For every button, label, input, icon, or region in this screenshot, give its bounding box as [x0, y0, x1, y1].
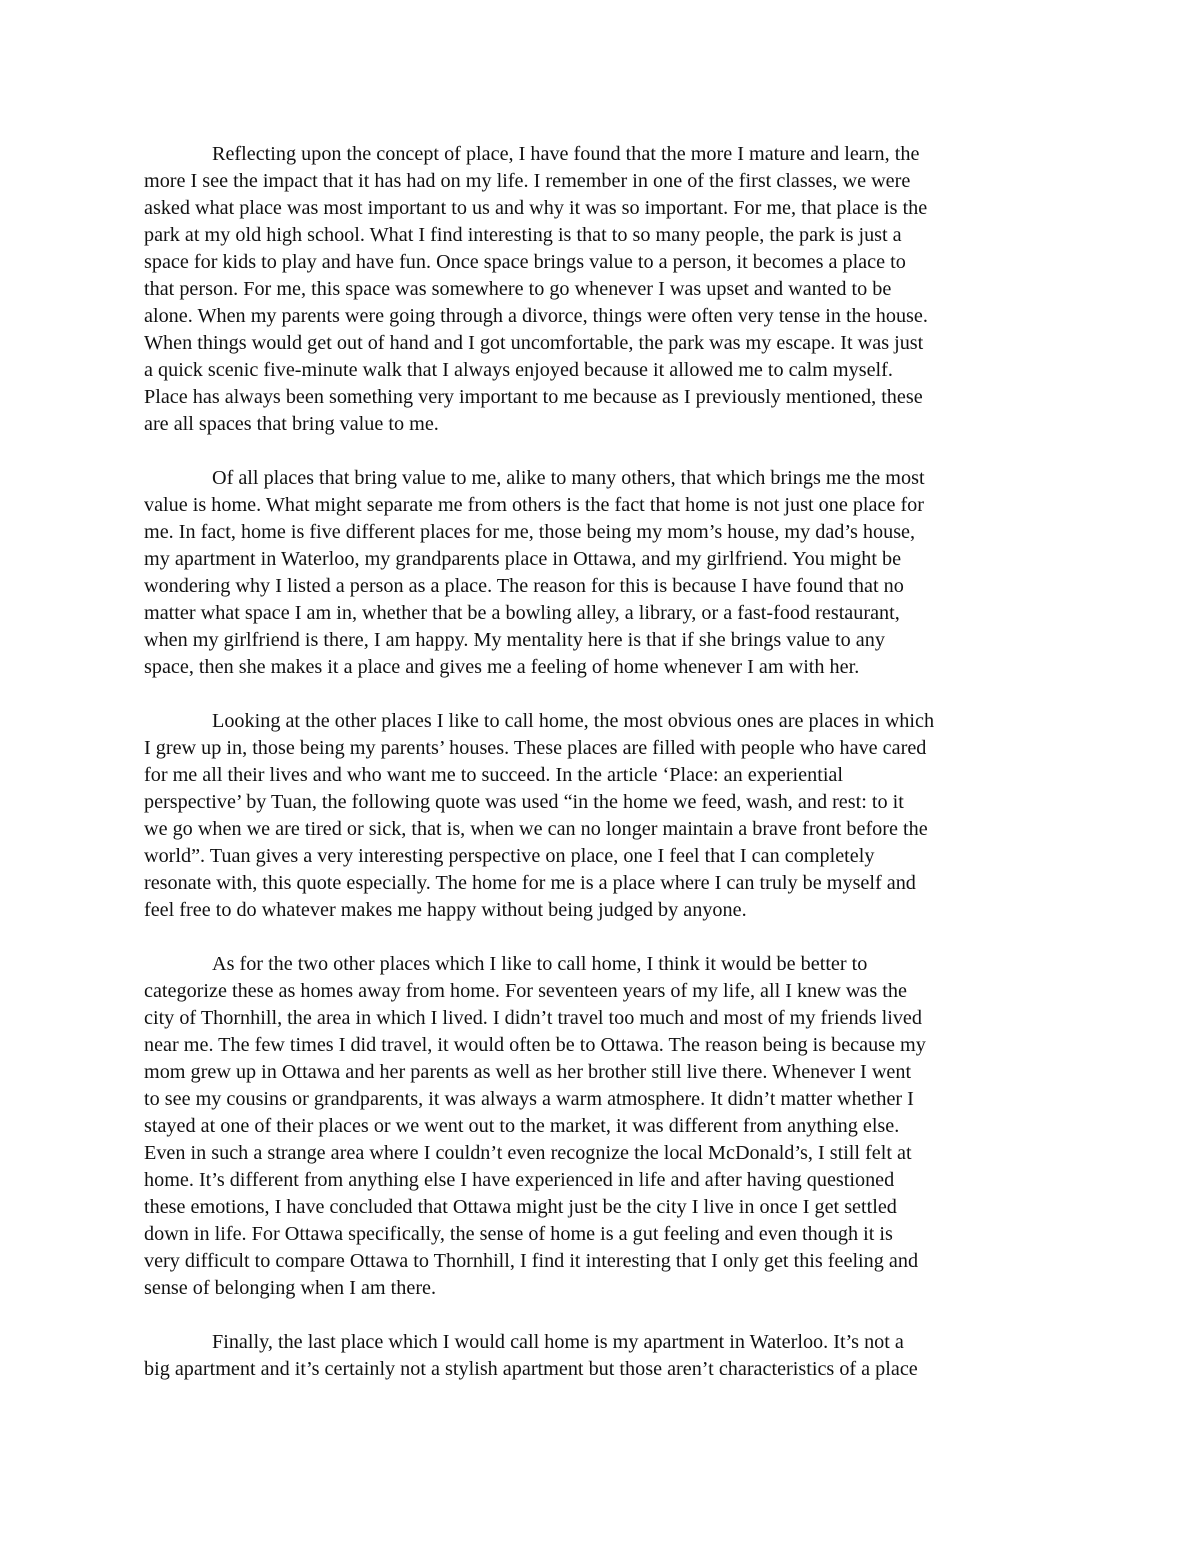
paragraph-line: near me. The few times I did travel, it would often be to Ottawa. The reason being is because my	[144, 1034, 926, 1056]
paragraph-line: world”. Tuan gives a very interesting perspective on place, one I feel that I can completely	[144, 845, 875, 867]
paragraph-line: space, then she makes it a place and gives me a feeling of home whenever I am with her.	[144, 656, 860, 678]
paragraph-line: Even in such a strange area where I couldn’t even recognize the local McDonald’s, I still felt at	[144, 1142, 912, 1164]
paragraph-line: for me all their lives and who want me to succeed. In the article ‘Place: an experiential	[144, 764, 843, 786]
paragraph-line: very difficult to compare Ottawa to Thornhill, I find it interesting that I only get this feeling and	[144, 1250, 919, 1272]
paragraph-1	[144, 141, 1064, 438]
paragraph-line: are all spaces that bring value to me.	[144, 413, 439, 435]
paragraph-line: park at my old high school. What I find interesting is that to so many people, the park is just a	[144, 224, 902, 246]
paragraph-line: As for the two other places which I like to call home, I think it would be better to	[212, 953, 868, 975]
paragraph-line: asked what place was most important to us and why it was so important. For me, that place is the	[144, 197, 928, 219]
paragraph-line: city of Thornhill, the area in which I lived. I didn’t travel too much and most of my friends lived	[144, 1007, 922, 1029]
paragraph-4	[144, 951, 1064, 1302]
paragraph-line: value is home. What might separate me from others is the fact that home is not just one place for	[144, 494, 924, 516]
paragraph-line: stayed at one of their places or we went out to the market, it was different from anything else.	[144, 1115, 900, 1137]
paragraph-line: sense of belonging when I am there.	[144, 1277, 437, 1299]
paragraph-line: wondering why I listed a person as a place. The reason for this is because I have found that no	[144, 575, 904, 597]
paragraph-line: categorize these as homes away from home. For seventeen years of my life, all I knew was the	[144, 980, 907, 1002]
paragraph-line: feel free to do whatever makes me happy without being judged by anyone.	[144, 899, 747, 921]
paragraph-line: a quick scenic five-minute walk that I always enjoyed because it allowed me to calm myself.	[144, 359, 893, 381]
paragraph-2	[144, 465, 1064, 681]
paragraph-line: these emotions, I have concluded that Ottawa might just be the city I live in once I get settled	[144, 1196, 897, 1218]
paragraph-3	[144, 708, 1064, 924]
paragraph-line: alone. When my parents were going through a divorce, things were often very tense in the house.	[144, 305, 928, 327]
paragraph-line: When things would get out of hand and I got uncomfortable, the park was my escape. It was just	[144, 332, 924, 354]
paragraph-line: we go when we are tired or sick, that is, when we can no longer maintain a brave front before the	[144, 818, 928, 840]
paragraph-line: I grew up in, those being my parents’ houses. These places are filled with people who have cared	[144, 737, 927, 759]
paragraph-line: to see my cousins or grandparents, it was always a warm atmosphere. It didn’t matter whether I	[144, 1088, 914, 1110]
essay-body	[144, 141, 1064, 1410]
paragraph-line: that person. For me, this space was somewhere to go whenever I was upset and wanted to be	[144, 278, 892, 300]
paragraph-line: down in life. For Ottawa specifically, the sense of home is a gut feeling and even though it is	[144, 1223, 893, 1245]
paragraph-line: Finally, the last place which I would call home is my apartment in Waterloo. It’s not a	[212, 1331, 904, 1353]
paragraph-line: mom grew up in Ottawa and her parents as well as her brother still live there. Whenever I went	[144, 1061, 912, 1083]
paragraph-line: space for kids to play and have fun. Once space brings value to a person, it becomes a place to	[144, 251, 906, 273]
paragraph-line: Reflecting upon the concept of place, I have found that the more I mature and learn, the	[212, 143, 920, 165]
paragraph-line: big apartment and it’s certainly not a stylish apartment but those aren’t characteristics of a place	[144, 1358, 918, 1380]
paragraph-line: matter what space I am in, whether that be a bowling alley, a library, or a fast-food restaurant,	[144, 602, 900, 624]
paragraph-line: resonate with, this quote especially. The home for me is a place where I can truly be myself and	[144, 872, 916, 894]
paragraph-5	[144, 1329, 1064, 1383]
paragraph-line: me. In fact, home is five different places for me, those being my mom’s house, my dad’s house,	[144, 521, 916, 543]
paragraph-line: Of all places that bring value to me, alike to many others, that which brings me the most	[212, 467, 925, 489]
paragraph-line: Place has always been something very important to me because as I previously mentioned, these	[144, 386, 923, 408]
paragraph-line: more I see the impact that it has had on my life. I remember in one of the first classes, we were	[144, 170, 911, 192]
paragraph-line: perspective’ by Tuan, the following quote was used “in the home we feed, wash, and rest: to it	[144, 791, 904, 813]
paragraph-line: my apartment in Waterloo, my grandparents place in Ottawa, and my girlfriend. You might be	[144, 548, 902, 570]
paragraph-line: when my girlfriend is there, I am happy. My mentality here is that if she brings value to any	[144, 629, 885, 651]
paragraph-line: Looking at the other places I like to call home, the most obvious ones are places in which	[212, 710, 935, 732]
paragraph-line: home. It’s different from anything else I have experienced in life and after having questioned	[144, 1169, 895, 1191]
